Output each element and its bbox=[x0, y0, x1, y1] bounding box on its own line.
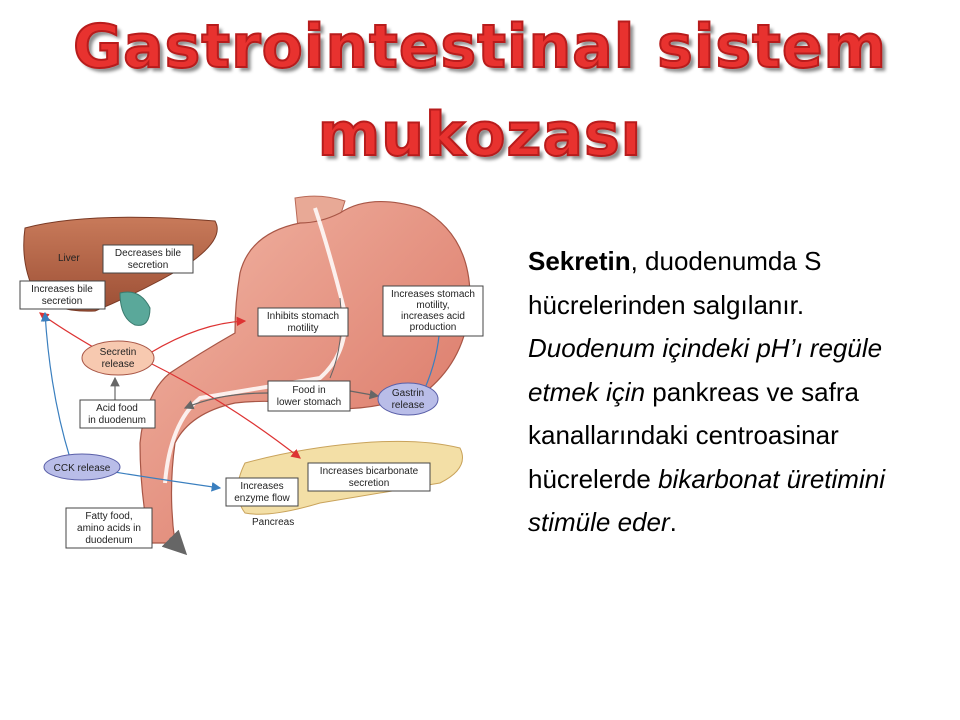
svg-text:secretion: secretion bbox=[127, 260, 169, 271]
title-line-2: mukozası bbox=[317, 100, 643, 170]
box-food-lower-stomach bbox=[268, 381, 350, 411]
box-secretin-release bbox=[82, 341, 154, 375]
text-segment-2: pankreas ve safra kanallarındaki centroasinar hücrelerde bbox=[528, 376, 859, 494]
term-sekretin: Sekretin bbox=[528, 246, 631, 276]
svg-text:Increases bicarbonate: Increases bicarbonate bbox=[319, 466, 419, 477]
svg-text:enzyme flow: enzyme flow bbox=[234, 493, 290, 504]
svg-text:Increases: Increases bbox=[240, 481, 284, 492]
box-acid-food bbox=[80, 400, 155, 428]
svg-text:motility: motility bbox=[287, 323, 319, 334]
box-inhibits-stomach bbox=[258, 308, 348, 336]
svg-text:in duodenum: in duodenum bbox=[88, 415, 146, 426]
box-bicarbonate bbox=[308, 463, 430, 491]
svg-text:release: release bbox=[101, 359, 135, 370]
digestive-hormone-diagram bbox=[0, 193, 490, 563]
box-gastrin-release bbox=[378, 383, 438, 415]
svg-text:secretion: secretion bbox=[41, 296, 83, 307]
svg-text:increases acid: increases acid bbox=[401, 311, 465, 322]
box-fatty-food bbox=[66, 508, 152, 548]
title-line-1: Gastrointestinal sistem bbox=[72, 12, 888, 82]
svg-text:release: release bbox=[391, 400, 425, 411]
liver-label: Liver bbox=[58, 253, 80, 264]
svg-text:Acid food: Acid food bbox=[96, 403, 138, 414]
svg-text:Secretin: Secretin bbox=[99, 347, 137, 358]
box-cck-release bbox=[44, 454, 120, 480]
svg-text:duodenum: duodenum bbox=[85, 535, 133, 546]
svg-text:Fatty food,: Fatty food, bbox=[85, 511, 133, 522]
pancreas-label: Pancreas bbox=[252, 517, 295, 528]
text-segment-end: . bbox=[669, 507, 677, 537]
gallbladder-shape bbox=[120, 292, 150, 325]
svg-text:Increases bile: Increases bile bbox=[31, 284, 93, 295]
svg-text:motility,: motility, bbox=[416, 300, 450, 311]
svg-text:lower stomach: lower stomach bbox=[276, 397, 342, 408]
italic-segment-2: bikarbonat üretimini stimüle eder bbox=[528, 463, 885, 537]
svg-text:secretion: secretion bbox=[348, 478, 390, 489]
box-increases-stomach bbox=[383, 286, 483, 336]
svg-text:amino acids in: amino acids in bbox=[77, 523, 141, 534]
svg-text:Food in: Food in bbox=[292, 385, 326, 396]
svg-text:CCK release: CCK release bbox=[53, 463, 111, 474]
svg-text:production: production bbox=[409, 322, 457, 333]
italic-segment-1: Duodenum içindeki pH’ı regüle etmek için bbox=[528, 333, 883, 407]
svg-text:Increases stomach: Increases stomach bbox=[391, 289, 475, 300]
body-paragraph bbox=[528, 240, 933, 545]
box-increases-bile bbox=[20, 281, 105, 309]
box-decreases-bile bbox=[103, 245, 193, 273]
svg-text:Gastrin: Gastrin bbox=[391, 388, 425, 399]
box-enzyme-flow bbox=[226, 478, 298, 506]
svg-text:Decreases bile: Decreases bile bbox=[114, 248, 182, 259]
text-segment-1: , duodenumda S hücrelerinden salgılanır. bbox=[528, 246, 822, 320]
svg-text:Inhibits stomach: Inhibits stomach bbox=[266, 311, 340, 322]
